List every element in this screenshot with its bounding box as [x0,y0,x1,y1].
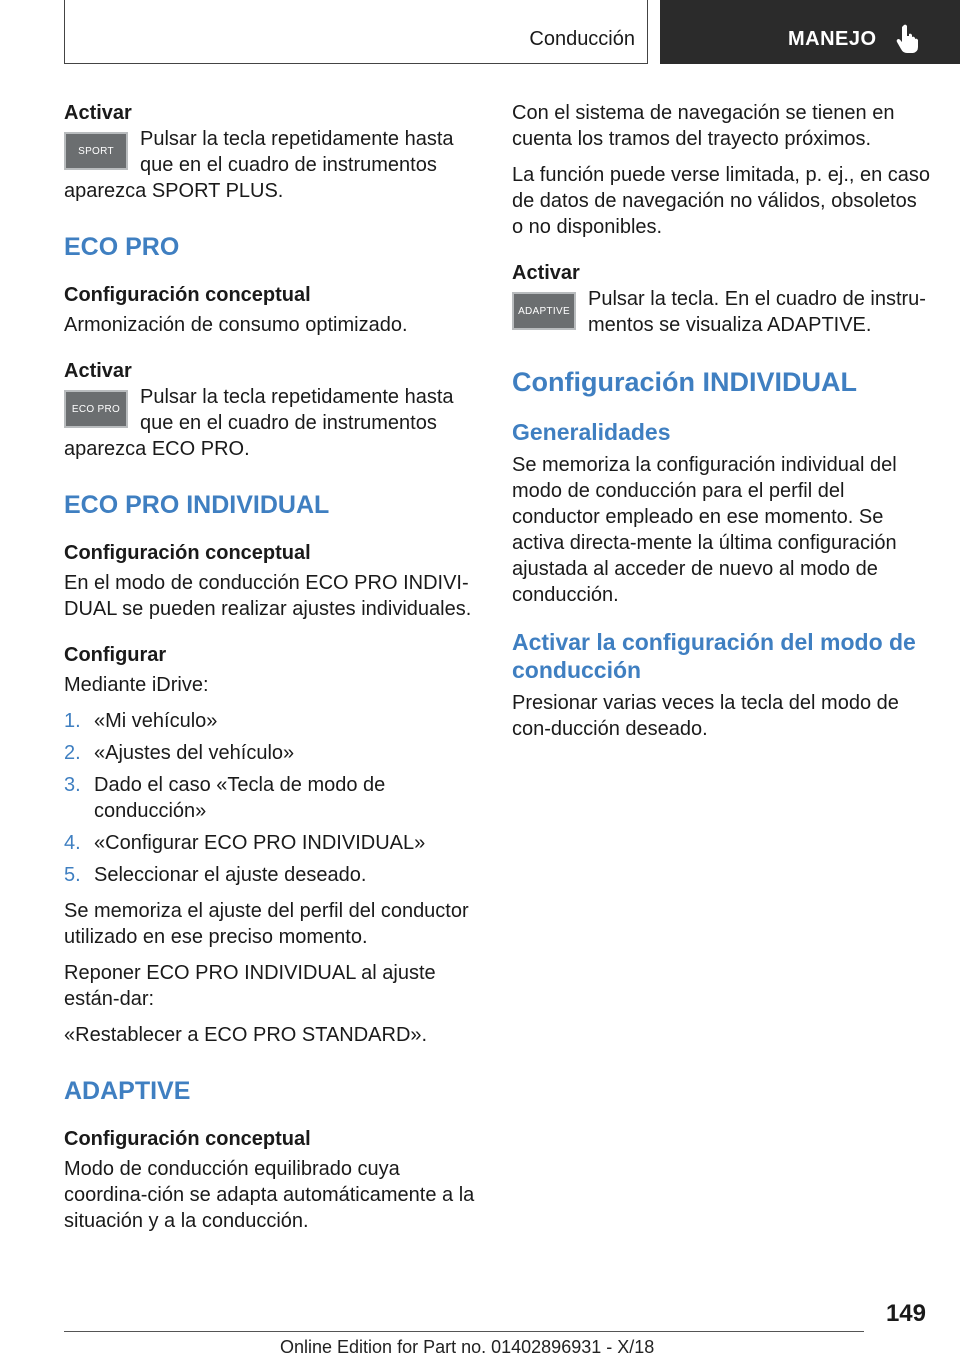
activate-config-heading: Activar la configuración del modo de conducción [512,629,916,683]
eco-pro-activate-text: Pulsar la tecla repetidamente hasta que en el cuadro de instrumentos aparezca ECO PRO. [64,386,454,460]
chapter-title: MANEJO [788,28,877,50]
edition-footer: Online Edition for Part no. 01402896931 - X/18 [280,1337,655,1357]
eco-pro-activate-label: Activar [64,360,132,382]
eco-ind-concept-text: En el modo de conducción ECO PRO INDIVI-DUAL se pueden realizar ajustes individuales. [64,572,472,620]
eco-pro-heading: ECO PRO [64,233,180,261]
eco-pro-concept-text: Armonización de consumo optimizado. [64,314,408,336]
adaptive-activate-text: Pulsar la tecla. En el cuadro de instru-mentos se visualiza ADAPTIVE. [588,288,926,336]
adaptive-concept-label: Configuración conceptual [64,1128,311,1150]
configure-label: Configurar [64,644,167,666]
list-item: 5. Seleccionar el ajuste deseado. [64,864,367,886]
eco-pro-concept-label: Configuración conceptual [64,284,311,306]
page-number: 149 [885,1300,926,1327]
sport-key-row [64,126,476,204]
adaptive-key-row [512,286,932,338]
footer-divider [64,1331,864,1332]
list-item: 3. Dado el caso «Tecla de modo de conducción» [64,774,386,822]
sport-activate-label: Activar [64,102,132,124]
adaptive-heading: ADAPTIVE [64,1077,191,1105]
sport-activate-text: Pulsar la tecla repetidamente hasta que en el cuadro de instrumentos aparezca SPORT PLUS. [64,128,454,202]
eco-pro-individual-heading: ECO PRO INDIVIDUAL [64,491,330,519]
adaptive-activate-label: Activar [512,262,580,284]
list-item: 2. «Ajustes del vehículo» [64,742,295,764]
eco-ind-concept-label: Configuración conceptual [64,542,311,564]
config-steps-list [64,708,476,888]
reset-text: Reponer ECO PRO INDIVIDUAL al ajuste están-dar: [64,962,436,1010]
stored-text: Se memoriza el ajuste del perfil del conductor utilizado en ese preciso momento. [64,900,469,948]
list-item: 1. «Mi vehículo» [64,710,218,732]
section-title: Conducción [529,28,635,50]
general-heading: Generalidades [512,419,671,445]
header-section-box [64,0,648,64]
eco-pro-key-icon: ECO PRO [64,390,128,428]
adaptive-key-icon: ADAPTIVE [512,292,576,330]
right-column [512,100,932,742]
reset-menu-text: «Restablecer a ECO PRO STANDARD». [64,1024,428,1046]
activate-config-text: Presionar varias veces la tecla del modo de con-ducción deseado. [512,692,899,740]
individual-heading: Configuración INDIVIDUAL [512,367,857,397]
sport-key-icon: SPORT [64,132,128,170]
pointing-hand-icon [892,22,924,54]
header-chapter-box [660,0,960,64]
general-text: Se memoriza la configuración individual del modo de conducción para el perfil del conductor empleado en ese momento. Se activa directa-mente la última configuración ajustada al acceder de nuevo al modo de conducción. [512,454,897,606]
eco-pro-key-row [64,384,476,462]
list-item: 4. «Configurar ECO PRO INDIVIDUAL» [64,832,426,854]
limited-text: La función puede verse limitada, p. ej., en caso de datos de navegación no válidos, obsoletos o no disponibles. [512,164,931,238]
configure-intro: Mediante iDrive: [64,674,209,696]
adaptive-concept-text: Modo de conducción equilibrado cuya coordina-ción se adapta automáticamente a la situación y a la conducción. [64,1158,475,1232]
left-column [64,100,476,1234]
nav-text: Con el sistema de navegación se tienen en cuenta los tramos del trayecto próximos. [512,102,895,150]
